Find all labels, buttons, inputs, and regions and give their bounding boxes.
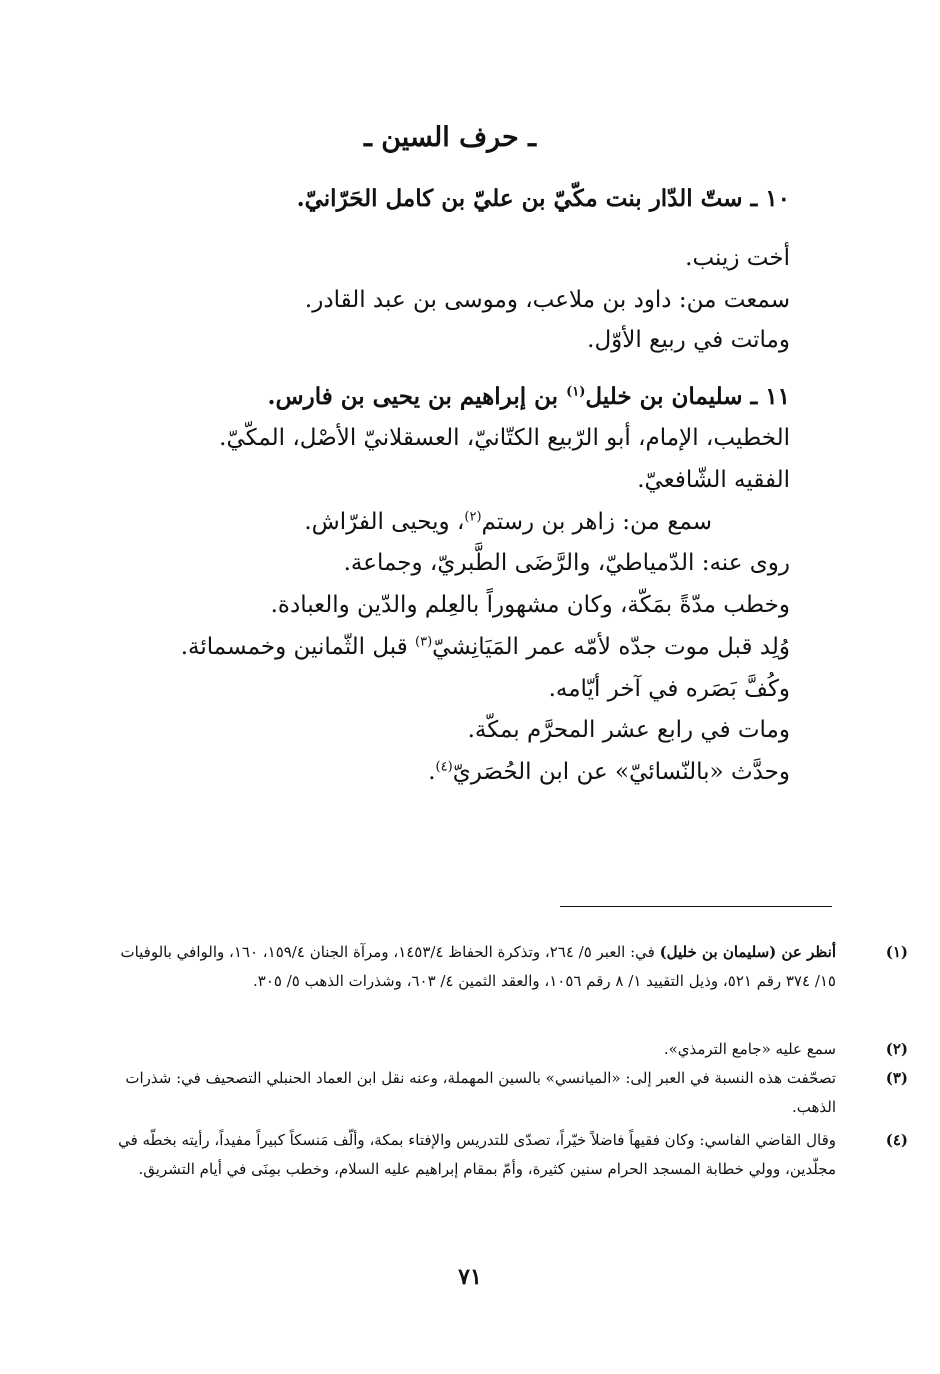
footnote-3-number: (٣) <box>885 1069 908 1087</box>
footnote-1-bold: أنظر عن (سليمان بن خليل) <box>659 943 836 961</box>
footnote-1-number: (١) <box>885 943 908 961</box>
entry-11-line-3 <box>120 509 712 537</box>
footnote-2-number: (٢) <box>885 1040 908 1058</box>
footnote-3-text: تصحّفت هذه النسبة في العبر إلى: «الميانسي» بالسين المهملة، وعنه نقل ابن العماد الحنبلي التصحيف في: شذرات الذهب. <box>125 1069 836 1117</box>
entry-11-line-2: الفقيه الشّافعيّ. <box>637 467 790 493</box>
entry-11-line-5: وخطب مدّةً بمَكّة، وكان مشهوراً بالعِلم والدّين والعبادة. <box>270 592 790 618</box>
entry-10-line-3: وماتت في ربيع الأوّل. <box>587 327 790 353</box>
footnote-4-text: وقال القاضي الفاسي: وكان فقيهاً فاضلاً خيّراً، تصدّى للتدريس والإفتاء بمكة، وألّف مَنسكاً كبيراً مفيداً، رأيته بخطّه في مجلّدين، وولي خطابة المسجد الحرام سنين كثيرة، وأمّ بمقام إبراهيم عليه السلام، وخطب بمِنَى في أيام التشريق. <box>118 1131 836 1179</box>
entry-11-line-6-rest: قبل الثّمانين وخمسمائة. <box>180 634 416 660</box>
footnote-2 <box>100 1035 908 1064</box>
entry-11-line-9-text: وحدَّث «بالنّسائيّ» عن ابن الحُصَريّ <box>452 759 790 785</box>
entry-11-line-3-text: سمع من: زاهر بن رستم <box>481 509 712 535</box>
footnote-3 <box>100 1064 908 1123</box>
footnote-divider <box>560 906 832 907</box>
footnote-ref-3: (٣) <box>415 634 433 650</box>
entry-10-title: ١٠ ـ ستّ الدّار بنت مكّيّ بن عليّ بن كامل الحَرّانيّ. <box>296 185 790 212</box>
entry-11-title-rest: بن إبراهيم بن يحيى بن فارس. <box>267 383 567 410</box>
footnote-2-text: سمع عليه «جامع الترمذي». <box>663 1040 836 1058</box>
entry-11-line-8: ومات في رابع عشر المحرَّم بمكّة. <box>467 717 790 743</box>
entry-11-line-3-rest: ، ويحيى الفرّاش. <box>304 509 465 535</box>
footnote-1-text <box>100 938 836 997</box>
footnote-ref-4: (٤) <box>435 759 453 775</box>
entry-10-line-2: سمعت من: داود بن ملاعب، وموسى بن عبد القادر. <box>304 287 790 313</box>
entry-11-line-6 <box>60 634 790 662</box>
page-number: ٧١ <box>458 1264 482 1290</box>
footnote-1-body: في: العبر ٥/ ٢٦٤، وتذكرة الحفاظ ١٤٥٣/٤، ومرآة الجنان ١٥٩/٤، ١٦٠، والوافي بالوفيات ١٥/ ٣٧٤ رقم ٥٢١، وذيل التقييد ١/ ٨ رقم ١٠٥٦، والعقد الثمين ٤/ ٦٠٣، وشذرات الذهب ٥/ ٣٠٥. <box>120 943 836 991</box>
footnote-ref-1: (١) <box>566 384 586 400</box>
entry-11-title <box>120 383 790 411</box>
entry-11-title-text: ١١ ـ سليمان بن خليل <box>585 383 790 410</box>
footnote-4-number: (٤) <box>885 1131 908 1149</box>
entry-11-line-1: الخطيب، الإمام، أبو الرّبيع الكتّانيّ، العسقلانيّ الأصْل، المكّيّ. <box>219 425 790 451</box>
footnote-4 <box>100 1126 908 1185</box>
footnote-1 <box>100 938 908 997</box>
entry-11-line-7: وكُفَّ بَصَره في آخر أيّامه. <box>548 676 790 702</box>
entry-11-line-6-text: وُلِد قبل موت جدّه لأمّه عمر المَيَانِشيّ <box>432 634 790 660</box>
entry-11-line-9 <box>120 759 790 787</box>
entry-11-line-9-rest: . <box>428 759 436 785</box>
entry-11-line-4: روى عنه: الدّمياطيّ، والرَّضَى الطَّبريّ، وجماعة. <box>343 550 790 576</box>
footnote-ref-2: (٢) <box>464 509 482 525</box>
section-heading: ـ حرف السين ـ <box>363 122 537 153</box>
entry-10-line-1: أخت زينب. <box>685 245 790 271</box>
